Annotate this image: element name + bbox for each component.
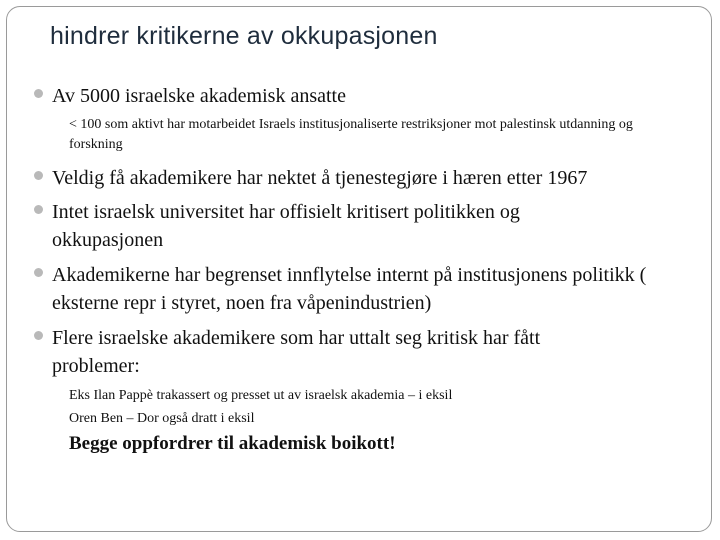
bullet-text: Intet israelsk universitet har offisielt kritisert politikken og okkupasjonen bbox=[52, 201, 520, 251]
bullet-icon bbox=[34, 171, 43, 180]
bullet-text: Akademikerne har begrenset innflytelse internt på institusjonens politikk ( eksterne repr i styret, noen fra våpenindustrien) bbox=[52, 264, 647, 314]
bullet-text: Flere israelske akademikere som har uttalt seg kritisk har fått problemer: bbox=[52, 327, 541, 377]
bullet-icon bbox=[34, 205, 43, 214]
sub-item-text: Eks Ilan Pappè trakassert og presset ut av israelsk akademia – i eksil bbox=[69, 388, 453, 403]
bullet-icon bbox=[34, 331, 43, 340]
emphasis-text: Begge oppfordrer til akademisk boikott! bbox=[69, 433, 396, 454]
bullet-item bbox=[34, 261, 654, 317]
sub-item-text: Oren Ben – Dor også dratt i eksil bbox=[69, 411, 255, 426]
sub-bullet-text: < 100 som aktivt har motarbeidet Israels institusjonaliserte restriksjoner mot palestinsk utdanning og forskning bbox=[69, 117, 633, 152]
bullet-item bbox=[34, 82, 674, 110]
bullet-item bbox=[34, 324, 594, 380]
bullet-icon bbox=[34, 89, 43, 98]
slide-title: hindrer kritikerne av okkupasjonen bbox=[50, 22, 438, 50]
bullet-icon bbox=[34, 268, 43, 277]
bullet-text: Av 5000 israelske akademisk ansatte bbox=[52, 85, 346, 107]
bullet-item bbox=[34, 198, 574, 254]
bullet-item bbox=[34, 164, 694, 192]
bullet-text: Veldig få akademikere har nektet å tjenestegjøre i hæren etter 1967 bbox=[52, 167, 588, 189]
